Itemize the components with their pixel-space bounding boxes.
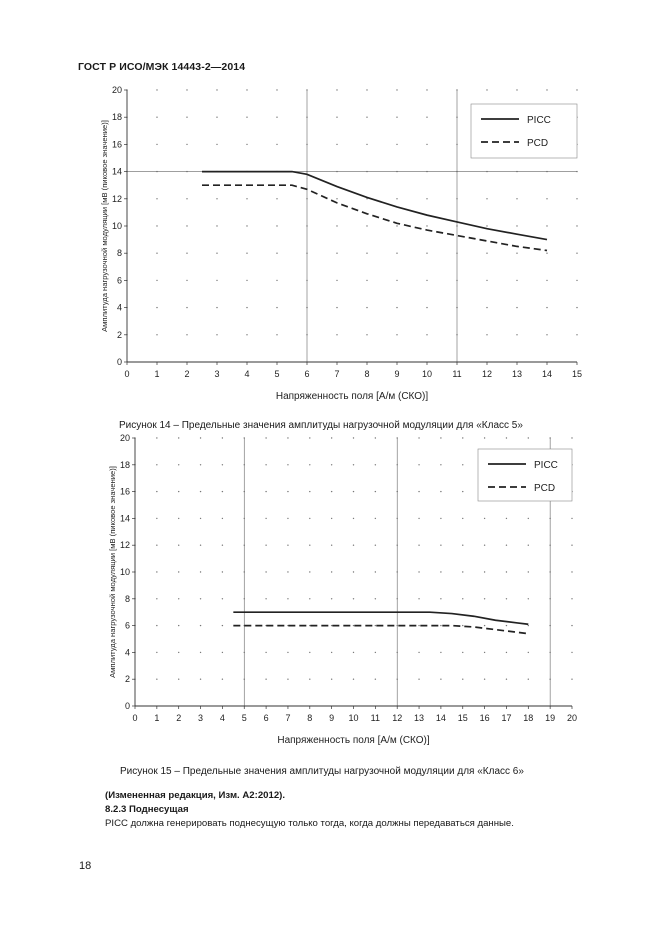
grid-dot (440, 652, 441, 653)
y-tick-label: 4 (116, 302, 122, 313)
grid-dot (200, 652, 201, 653)
grid-dot (331, 571, 332, 572)
x-tick-label: 14 (435, 713, 446, 723)
x-tick-label: 12 (392, 713, 403, 723)
grid-dot (528, 437, 529, 438)
y-tick-label: 8 (116, 248, 122, 259)
grid-dot (222, 598, 223, 599)
y-tick-label: 2 (116, 329, 122, 340)
grid-dot (353, 571, 354, 572)
grid-dot (178, 679, 179, 680)
x-tick-label: 15 (571, 369, 583, 379)
grid-dot (265, 437, 266, 438)
grid-dot (484, 437, 485, 438)
grid-dot (440, 679, 441, 680)
x-axis-label: Напряженность поля [А/м (СКО)] (277, 735, 430, 746)
grid-dot (265, 679, 266, 680)
grid-dot (265, 518, 266, 519)
grid-dot (353, 679, 354, 680)
legend-label-picc: PICC (534, 460, 558, 471)
x-tick-label: 15 (457, 713, 468, 723)
y-tick-label: 14 (111, 166, 122, 177)
grid-dot (528, 598, 529, 599)
series-line-pcd (233, 626, 528, 634)
grid-dot (200, 679, 201, 680)
y-axis-label: Амплитуда нагрузочной модуляции [мВ (пиковое значение)] (108, 466, 117, 678)
grid-dot (506, 571, 507, 572)
grid-dot (287, 679, 288, 680)
grid-dot (418, 491, 419, 492)
grid-dot (178, 545, 179, 546)
grid-dot (571, 679, 572, 680)
grid-dot (418, 598, 419, 599)
grid-dot (331, 679, 332, 680)
grid-dot (222, 571, 223, 572)
grid-dot (222, 437, 223, 438)
grid-dot (178, 518, 179, 519)
grid-dot (375, 652, 376, 653)
grid-dot (418, 545, 419, 546)
grid-dot (462, 598, 463, 599)
grid-dot (200, 545, 201, 546)
grid-dot (440, 491, 441, 492)
grid-dot (156, 652, 157, 653)
x-tick-label: 4 (219, 713, 225, 723)
grid-dot (309, 625, 310, 626)
grid-dot (353, 625, 354, 626)
grid-dot (309, 679, 310, 680)
x-tick-label: 5 (241, 713, 247, 723)
x-tick-label: 10 (421, 369, 433, 379)
x-tick-label: 18 (523, 713, 534, 723)
grid-dot (331, 464, 332, 465)
grid-dot (462, 437, 463, 438)
y-tick-label: 18 (111, 112, 122, 123)
x-tick-label: 6 (304, 369, 310, 379)
grid-dot (331, 652, 332, 653)
grid-dot (375, 437, 376, 438)
grid-dot (571, 598, 572, 599)
x-tick-label: 17 (501, 713, 512, 723)
grid-dot (331, 598, 332, 599)
page-number: 18 (79, 860, 92, 872)
x-tick-label: 11 (452, 369, 462, 379)
y-tick-label: 18 (119, 459, 130, 470)
x-tick-label: 1 (154, 713, 160, 723)
y-tick-label: 20 (111, 85, 122, 95)
grid-dot (222, 491, 223, 492)
grid-dot (200, 437, 201, 438)
y-tick-label: 12 (111, 193, 122, 204)
grid-dot (418, 571, 419, 572)
grid-dot (528, 679, 529, 680)
grid-dot (484, 598, 485, 599)
y-tick-label: 6 (124, 620, 130, 631)
x-tick-label: 2 (176, 713, 182, 723)
x-tick-label: 9 (329, 713, 335, 723)
x-tick-label: 1 (154, 369, 160, 379)
grid-dot (484, 571, 485, 572)
grid-dot (418, 679, 419, 680)
grid-dot (440, 598, 441, 599)
grid-dot (375, 464, 376, 465)
x-tick-label: 8 (307, 713, 313, 723)
grid-dot (200, 464, 201, 465)
grid-dot (265, 652, 266, 653)
grid-dot (222, 518, 223, 519)
grid-dot (462, 518, 463, 519)
grid-dot (178, 464, 179, 465)
grid-dot (309, 464, 310, 465)
x-tick-label: 3 (198, 713, 204, 723)
grid-dot (440, 545, 441, 546)
grid-dot (200, 598, 201, 599)
grid-dot (178, 652, 179, 653)
grid-dot (571, 652, 572, 653)
y-tick-label: 0 (124, 701, 130, 711)
grid-dot (222, 679, 223, 680)
series-line-picc (233, 612, 528, 624)
grid-dot (506, 679, 507, 680)
grid-dot (178, 437, 179, 438)
y-tick-label: 14 (119, 513, 130, 524)
grid-dot (265, 491, 266, 492)
x-tick-label: 4 (244, 369, 250, 379)
grid-dot (222, 545, 223, 546)
figure-14-caption: Рисунок 14 – Предельные значения амплитуды нагрузочной модуляции для «Класс 5» (119, 420, 523, 431)
y-tick-label: 6 (116, 275, 122, 286)
grid-dot (571, 518, 572, 519)
grid-dot (309, 518, 310, 519)
grid-dot (528, 652, 529, 653)
x-axis-label: Напряженность поля [А/м (СКО)] (275, 391, 429, 402)
x-tick-label: 7 (334, 369, 340, 379)
grid-dot (440, 518, 441, 519)
grid-dot (353, 545, 354, 546)
x-tick-label: 7 (285, 713, 291, 723)
grid-dot (156, 571, 157, 572)
x-tick-label: 9 (394, 369, 400, 379)
x-tick-label: 14 (541, 369, 553, 379)
grid-dot (331, 625, 332, 626)
grid-dot (418, 464, 419, 465)
grid-dot (506, 598, 507, 599)
grid-dot (353, 652, 354, 653)
grid-dot (156, 464, 157, 465)
grid-dot (178, 625, 179, 626)
grid-dot (287, 598, 288, 599)
y-tick-label: 16 (111, 139, 122, 150)
grid-dot (375, 571, 376, 572)
legend-box (478, 449, 572, 501)
grid-dot (200, 571, 201, 572)
grid-dot (287, 437, 288, 438)
grid-dot (462, 679, 463, 680)
grid-dot (462, 491, 463, 492)
x-tick-label: 12 (481, 369, 493, 379)
legend-label-pcd: PCD (534, 483, 556, 494)
grid-dot (309, 491, 310, 492)
section-title: 8.2.3 Поднесущая (105, 804, 189, 815)
grid-dot (506, 625, 507, 626)
x-tick-label: 19 (545, 713, 556, 723)
grid-dot (418, 652, 419, 653)
x-tick-label: 20 (566, 713, 578, 723)
grid-dot (200, 491, 201, 492)
grid-dot (418, 625, 419, 626)
grid-dot (462, 652, 463, 653)
x-tick-label: 13 (511, 369, 523, 379)
grid-dot (418, 437, 419, 438)
grid-dot (265, 598, 266, 599)
grid-dot (156, 598, 157, 599)
grid-dot (156, 625, 157, 626)
grid-dot (331, 491, 332, 492)
grid-dot (375, 598, 376, 599)
grid-dot (528, 518, 529, 519)
grid-dot (506, 545, 507, 546)
x-tick-label: 6 (263, 713, 269, 723)
grid-dot (506, 518, 507, 519)
grid-dot (287, 571, 288, 572)
x-tick-label: 10 (348, 713, 359, 723)
grid-dot (353, 437, 354, 438)
x-tick-label: 3 (214, 369, 220, 379)
figure-15-caption: Рисунок 15 – Предельные значения амплитуды нагрузочной модуляции для «Класс 6» (120, 766, 524, 777)
y-tick-label: 8 (124, 593, 130, 604)
grid-dot (462, 464, 463, 465)
y-tick-label: 10 (119, 567, 130, 577)
grid-dot (287, 652, 288, 653)
document-header: ГОСТ Р ИСО/МЭК 14443-2—2014 (78, 61, 246, 73)
x-tick-label: 11 (370, 713, 381, 723)
grid-dot (156, 545, 157, 546)
y-tick-label: 10 (111, 221, 122, 231)
grid-dot (331, 437, 332, 438)
x-tick-label: 0 (124, 369, 130, 379)
grid-dot (528, 571, 529, 572)
grid-dot (484, 652, 485, 653)
grid-dot (440, 571, 441, 572)
y-tick-label: 0 (116, 357, 122, 367)
legend-label-picc: PICC (527, 115, 551, 126)
grid-dot (309, 571, 310, 572)
grid-dot (462, 571, 463, 572)
grid-dot (222, 625, 223, 626)
y-tick-label: 12 (119, 540, 130, 551)
grid-dot (222, 464, 223, 465)
grid-dot (200, 518, 201, 519)
y-tick-label: 2 (124, 674, 130, 685)
grid-dot (353, 518, 354, 519)
grid-dot (178, 491, 179, 492)
grid-dot (200, 625, 201, 626)
grid-dot (265, 545, 266, 546)
grid-dot (331, 518, 332, 519)
grid-dot (571, 625, 572, 626)
grid-dot (571, 571, 572, 572)
grid-dot (353, 491, 354, 492)
grid-dot (156, 518, 157, 519)
grid-dot (462, 625, 463, 626)
grid-dot (440, 464, 441, 465)
grid-dot (287, 464, 288, 465)
grid-dot (571, 545, 572, 546)
grid-dot (440, 437, 441, 438)
y-tick-label: 20 (119, 433, 130, 443)
grid-dot (156, 437, 157, 438)
x-tick-label: 8 (364, 369, 370, 379)
y-axis-label: Амплитуда нагрузочной модуляции [мВ (пиковое значение)] (100, 120, 109, 332)
grid-dot (265, 571, 266, 572)
grid-dot (375, 679, 376, 680)
grid-dot (484, 545, 485, 546)
grid-dot (528, 625, 529, 626)
grid-dot (287, 518, 288, 519)
x-tick-label: 16 (479, 713, 490, 723)
grid-dot (309, 652, 310, 653)
grid-dot (440, 625, 441, 626)
grid-dot (528, 545, 529, 546)
grid-dot (287, 545, 288, 546)
legend-label-pcd: PCD (527, 138, 549, 149)
section-paragraph: PICC должна генерировать поднесущую только тогда, когда должны передаваться данные. (105, 818, 514, 829)
grid-dot (375, 545, 376, 546)
grid-dot (309, 598, 310, 599)
grid-dot (375, 625, 376, 626)
grid-dot (571, 437, 572, 438)
x-tick-label: 5 (274, 369, 280, 379)
grid-dot (156, 679, 157, 680)
grid-dot (484, 679, 485, 680)
grid-dot (375, 518, 376, 519)
grid-dot (506, 437, 507, 438)
amendment-note: (Измененная редакция, Изм. A2:2012). (105, 790, 286, 801)
grid-dot (484, 625, 485, 626)
grid-dot (462, 545, 463, 546)
grid-dot (418, 518, 419, 519)
grid-dot (287, 491, 288, 492)
grid-dot (309, 545, 310, 546)
x-tick-label: 2 (184, 369, 190, 379)
grid-dot (331, 545, 332, 546)
y-tick-label: 16 (119, 486, 130, 497)
grid-dot (156, 491, 157, 492)
grid-dot (309, 437, 310, 438)
grid-dot (353, 464, 354, 465)
y-tick-label: 4 (124, 647, 130, 658)
grid-dot (178, 571, 179, 572)
grid-dot (222, 652, 223, 653)
x-tick-label: 0 (132, 713, 138, 723)
grid-dot (484, 518, 485, 519)
grid-dot (265, 464, 266, 465)
grid-dot (375, 491, 376, 492)
grid-dot (506, 652, 507, 653)
grid-dot (178, 598, 179, 599)
x-tick-label: 13 (414, 713, 425, 723)
grid-dot (353, 598, 354, 599)
